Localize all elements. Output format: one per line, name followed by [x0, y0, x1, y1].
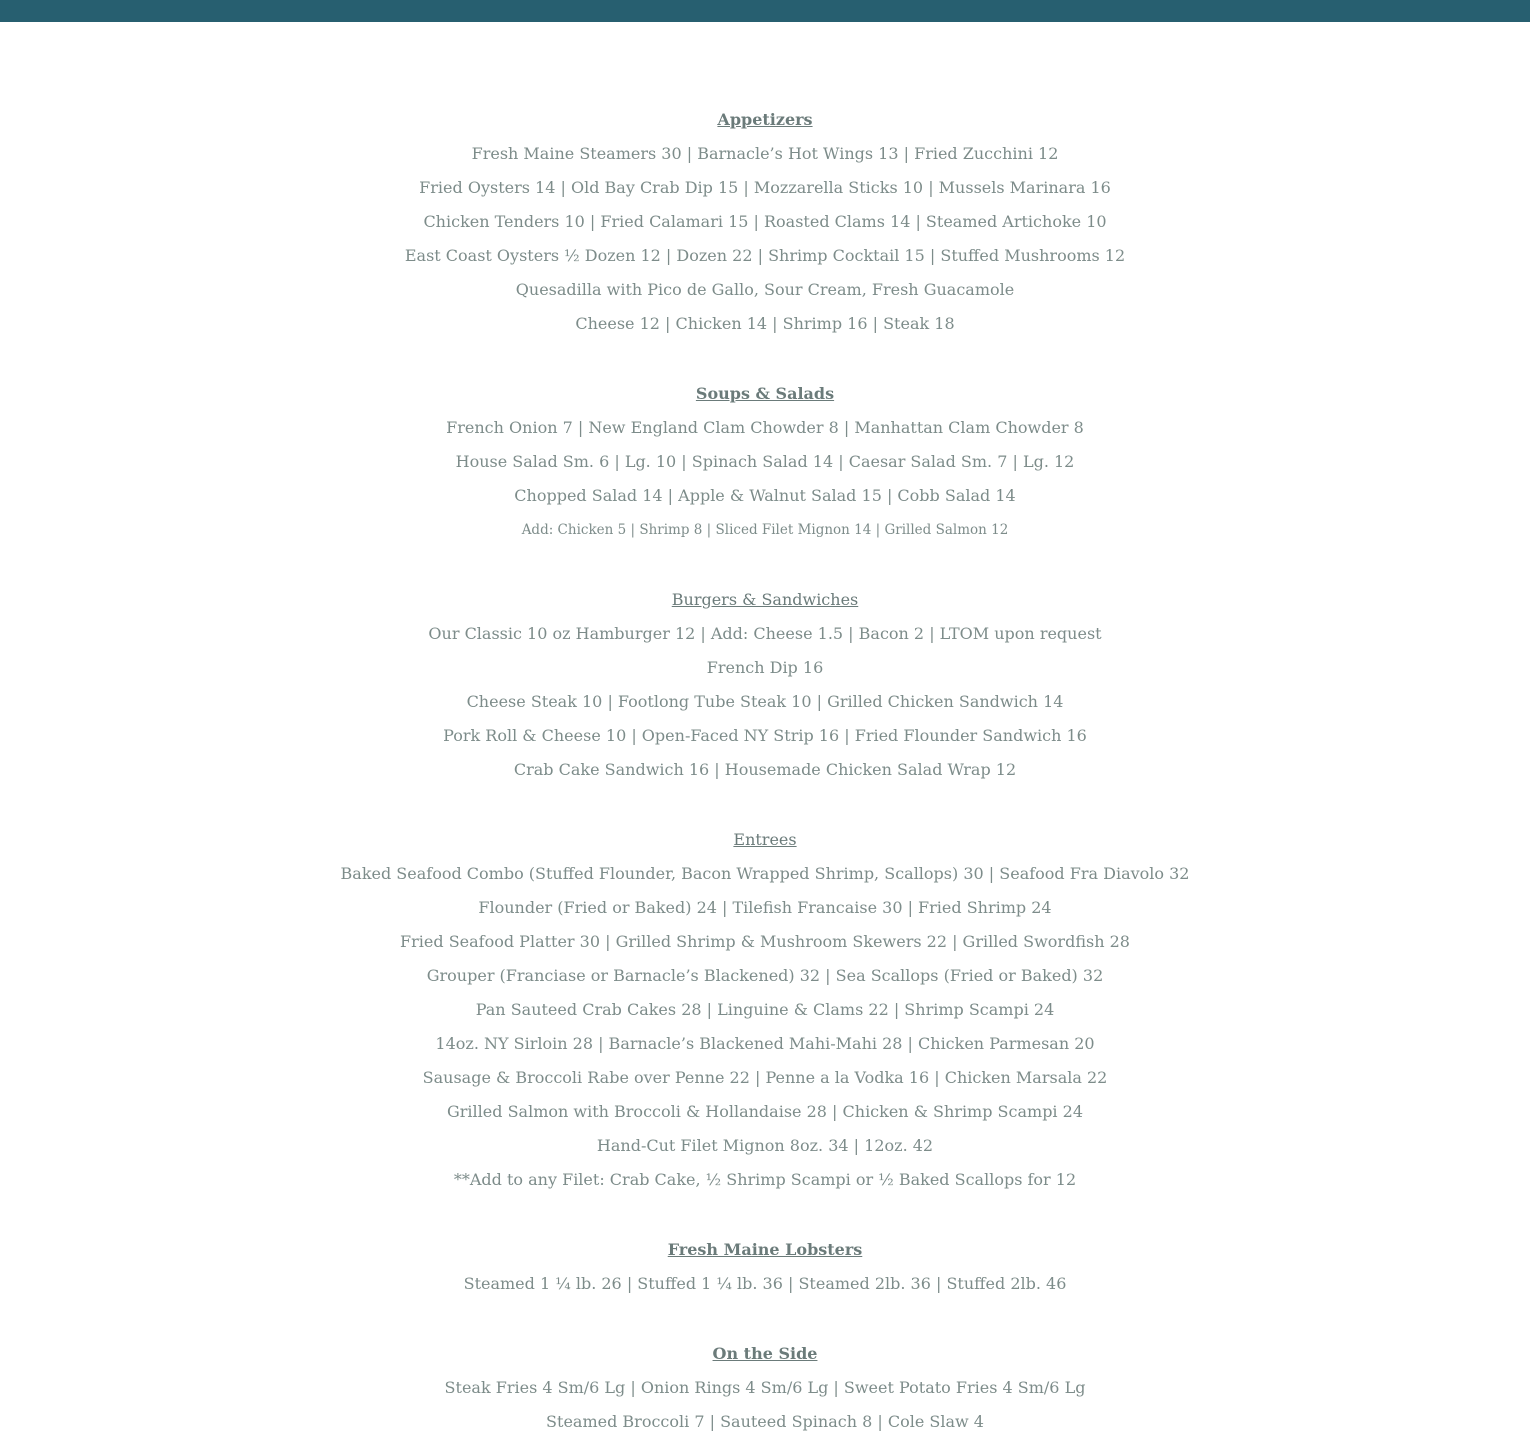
section-soups-salads: [0, 377, 1530, 547]
menu-line: House Salad Sm. 6 | Lg. 10 | Spinach Salad 14 | Caesar Salad Sm. 7 | Lg. 12: [455, 452, 1075, 471]
menu-line: Grilled Salmon with Broccoli & Hollandaise 28 | Chicken & Shrimp Scampi 24: [447, 1102, 1083, 1121]
section-spacer: [0, 341, 1530, 377]
menu-note: Add: Chicken 5 | Shrimp 8 | Sliced Filet Mignon 14 | Grilled Salmon 12: [521, 522, 1009, 538]
menu-line: Fresh Maine Steamers 30 | Barnacle’s Hot Wings 13 | Fried Zucchini 12: [471, 144, 1059, 163]
menu-line: East Coast Oysters ½ Dozen 12 | Dozen 22 | Shrimp Cocktail 15 | Stuffed Mushrooms 12: [404, 246, 1126, 265]
menu-line: Crab Cake Sandwich 16 | Housemade Chicken Salad Wrap 12: [513, 760, 1017, 779]
menu-line: Pork Roll & Cheese 10 | Open-Faced NY Strip 16 | Fried Flounder Sandwich 16: [443, 726, 1087, 745]
section-spacer: [0, 547, 1530, 583]
section-spacer: [0, 787, 1530, 823]
menu-line: 14oz. NY Sirloin 28 | Barnacle’s Blackened Mahi-Mahi 28 | Chicken Parmesan 20: [435, 1034, 1095, 1053]
section-heading-on-the-side: On the Side: [712, 1344, 818, 1363]
section-heading-burgers-sandwiches: Burgers & Sandwiches: [671, 590, 859, 609]
menu-line: Steamed 1 ¼ lb. 26 | Stuffed 1 ¼ lb. 36 | Steamed 2lb. 36 | Stuffed 2lb. 46: [463, 1274, 1067, 1293]
section-appetizers: [0, 103, 1530, 341]
menu-line: French Dip 16: [706, 658, 824, 677]
menu-line: French Onion 7 | New England Clam Chowder 8 | Manhattan Clam Chowder 8: [446, 418, 1084, 437]
menu-line: Hand-Cut Filet Mignon 8oz. 34 | 12oz. 42: [596, 1136, 934, 1155]
section-heading-lobsters: Fresh Maine Lobsters: [667, 1240, 863, 1259]
menu-line: Grouper (Franciase or Barnacle’s Blackened) 32 | Sea Scallops (Fried or Baked) 32: [426, 966, 1104, 985]
menu-line: Sausage & Broccoli Rabe over Penne 22 | Penne a la Vodka 16 | Chicken Marsala 22: [422, 1068, 1108, 1087]
section-burgers-sandwiches: [0, 583, 1530, 787]
section-on-the-side: [0, 1337, 1530, 1439]
menu-line: Flounder (Fried or Baked) 24 | Tilefish Francaise 30 | Fried Shrimp 24: [478, 898, 1052, 917]
menu-line: Cheese 12 | Chicken 14 | Shrimp 16 | Steak 18: [575, 314, 955, 333]
section-fresh-maine-lobsters: [0, 1233, 1530, 1301]
menu-line: Steamed Broccoli 7 | Sauteed Spinach 8 | Cole Slaw 4: [546, 1412, 984, 1431]
menu-line: Quesadilla with Pico de Gallo, Sour Cream, Fresh Guacamole: [515, 280, 1015, 299]
section-heading-appetizers: Appetizers: [717, 110, 813, 129]
menu-line: Fried Oysters 14 | Old Bay Crab Dip 15 | Mozzarella Sticks 10 | Mussels Marinara 16: [419, 178, 1111, 197]
section-entrees: [0, 823, 1530, 1197]
menu-line: Pan Sauteed Crab Cakes 28 | Linguine & Clams 22 | Shrimp Scampi 24: [475, 1000, 1055, 1019]
section-heading-entrees: Entrees: [733, 830, 797, 849]
top-bar: [0, 0, 1530, 22]
menu-line: Fried Seafood Platter 30 | Grilled Shrimp & Mushroom Skewers 22 | Grilled Swordfish 28: [400, 932, 1130, 951]
menu-line: Steak Fries 4 Sm/6 Lg | Onion Rings 4 Sm/6 Lg | Sweet Potato Fries 4 Sm/6 Lg: [444, 1378, 1086, 1397]
menu: [0, 103, 1530, 1439]
menu-line: Our Classic 10 oz Hamburger 12 | Add: Cheese 1.5 | Bacon 2 | LTOM upon request: [428, 624, 1102, 643]
menu-line: Baked Seafood Combo (Stuffed Flounder, Bacon Wrapped Shrimp, Scallops) 30 | Seafood Fra Diavolo 32: [340, 864, 1190, 883]
section-spacer: [0, 1197, 1530, 1233]
section-heading-soups-salads: Soups & Salads: [695, 384, 835, 403]
menu-line: Cheese Steak 10 | Footlong Tube Steak 10 | Grilled Chicken Sandwich 14: [466, 692, 1064, 711]
menu-line: **Add to any Filet: Crab Cake, ½ Shrimp Scampi or ½ Baked Scallops for 12: [453, 1170, 1077, 1189]
section-spacer: [0, 1301, 1530, 1337]
menu-line: Chopped Salad 14 | Apple & Walnut Salad 15 | Cobb Salad 14: [514, 486, 1016, 505]
menu-line: Chicken Tenders 10 | Fried Calamari 15 | Roasted Clams 14 | Steamed Artichoke 10: [423, 212, 1107, 231]
